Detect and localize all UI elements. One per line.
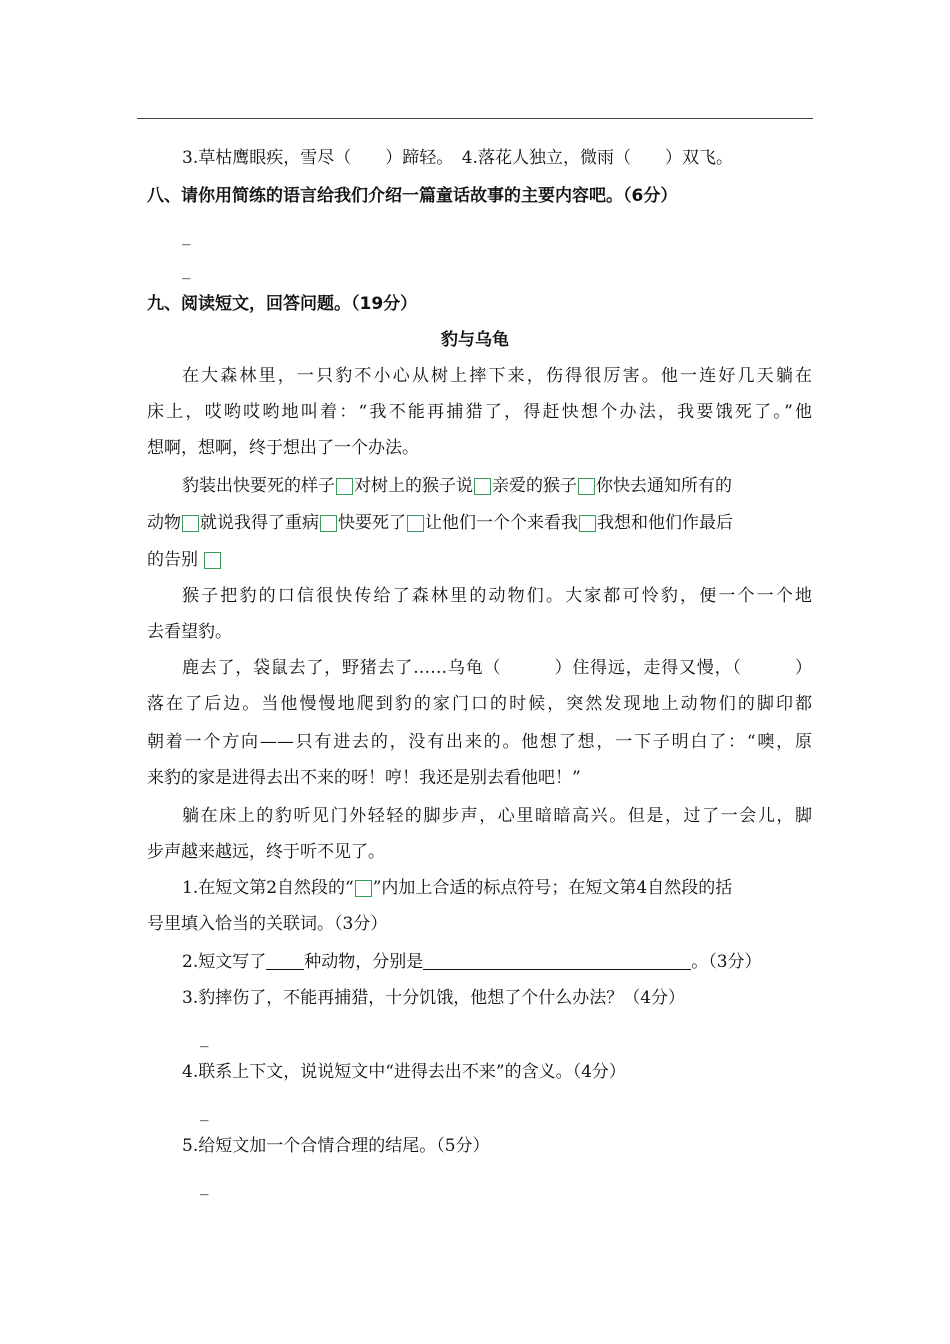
punctuation-box-example xyxy=(355,880,372,897)
question-text: 种动物，分别是 xyxy=(304,952,424,972)
p2-text: 你快去通知所有的 xyxy=(596,476,732,496)
animal-names-blank[interactable] xyxy=(423,951,691,970)
q8-heading: 八、请你用简练的语言给我们介绍一篇童话故事的主要内容吧。（6分） xyxy=(147,186,678,206)
question-5-answer-blank[interactable]: _ xyxy=(200,1176,209,1196)
p4-line1: 鹿去了，袋鼠去了，野猪去了……乌龟（ ）住得远，走得又慢，（ ） xyxy=(182,658,812,678)
question-1-line2: 号里填入恰当的关联词。（3分） xyxy=(147,914,388,934)
punctuation-box[interactable] xyxy=(204,552,221,569)
p2-line1 xyxy=(182,474,812,498)
p1-line2: 床上，哎哟哎哟地叫着：“我不能再捕猎了，得赶快想个办法，我要饿死了。”他 xyxy=(147,402,812,422)
p2-text: 对树上的猴子说 xyxy=(354,476,473,496)
p2-text: 动物 xyxy=(147,513,181,533)
header-rule xyxy=(137,118,813,119)
p5-line1: 躺在床上的豹听见门外轻轻的脚步声，心里暗暗高兴。但是，过了一会儿，脚 xyxy=(182,806,812,826)
question-text: 。（3分） xyxy=(691,952,762,972)
p4-line4: 来豹的家是进得去出不来的呀！哼！我还是别去看他吧！” xyxy=(147,768,581,788)
q7-line3: 3.草枯鹰眼疾，雪尽（ ）蹄轻。 4.落花人独立，微雨（ ）双飞。 xyxy=(182,148,733,168)
p5-line2: 步声越来越远，终于听不见了。 xyxy=(147,842,385,862)
p2-text: 快要死了 xyxy=(338,513,406,533)
p2-text: 让他们一个个来看我 xyxy=(425,513,578,533)
p1-line3: 想啊，想啊，终于想出了一个办法。 xyxy=(147,438,419,458)
punctuation-box[interactable] xyxy=(182,515,199,532)
p3-line2: 去看望豹。 xyxy=(147,622,232,642)
p2-text: 的告别 xyxy=(147,550,198,570)
p2-line2 xyxy=(147,511,812,535)
p4-line3: 朝着一个方向——只有进去的，没有出来的。他想了想，一下子明白了：“噢，原 xyxy=(147,732,812,752)
p2-line3 xyxy=(147,548,812,572)
punctuation-box[interactable] xyxy=(407,515,424,532)
p2-text: 就说我得了重病 xyxy=(200,513,319,533)
question-1-line1 xyxy=(182,876,812,900)
question-3-answer-blank[interactable]: _ xyxy=(200,1028,209,1048)
question-text: 1.在短文第2自然段的“ xyxy=(182,878,354,898)
question-5: 5.给短文加一个合情合理的结尾。（5分） xyxy=(182,1136,490,1156)
p2-text: 亲爱的猴子 xyxy=(492,476,577,496)
p1-line1: 在大森林里，一只豹不小心从树上摔下来，伤得很厉害。他一连好几天躺在 xyxy=(182,366,812,386)
question-4: 4.联系上下文，说说短文中“进得去出不来”的含义。（4分） xyxy=(182,1062,626,1082)
question-3: 3.豹摔伤了，不能再捕猎，十分饥饿，他想了个什么办法？（4分） xyxy=(182,988,686,1008)
animal-count-blank[interactable] xyxy=(266,951,304,970)
question-text: ”内加上合适的标点符号；在短文第4自然段的括 xyxy=(372,878,733,898)
p4-line2: 落在了后边。当他慢慢地爬到豹的家门口的时候，突然发现地上动物们的脚印都 xyxy=(147,694,812,714)
punctuation-box[interactable] xyxy=(579,515,596,532)
p3-line1: 猴子把豹的口信很快传给了森林里的动物们。大家都可怜豹，便一个一个地 xyxy=(182,586,812,606)
punctuation-box[interactable] xyxy=(474,478,491,495)
passage-title: 豹与乌龟 xyxy=(441,330,509,350)
question-text: 2.短文写了 xyxy=(182,952,267,972)
q9-heading: 九、阅读短文，回答问题。（19分） xyxy=(147,294,418,314)
p2-text: 豹装出快要死的样子 xyxy=(182,476,335,496)
question-2 xyxy=(182,950,812,974)
punctuation-box[interactable] xyxy=(320,515,337,532)
question-4-answer-blank[interactable]: _ xyxy=(200,1102,209,1122)
p2-text: 我想和他们作最后 xyxy=(597,513,733,533)
q8-answer-blank-2[interactable]: _ xyxy=(182,260,191,280)
q8-answer-blank-1[interactable]: _ xyxy=(182,226,191,246)
punctuation-box[interactable] xyxy=(578,478,595,495)
punctuation-box[interactable] xyxy=(336,478,353,495)
